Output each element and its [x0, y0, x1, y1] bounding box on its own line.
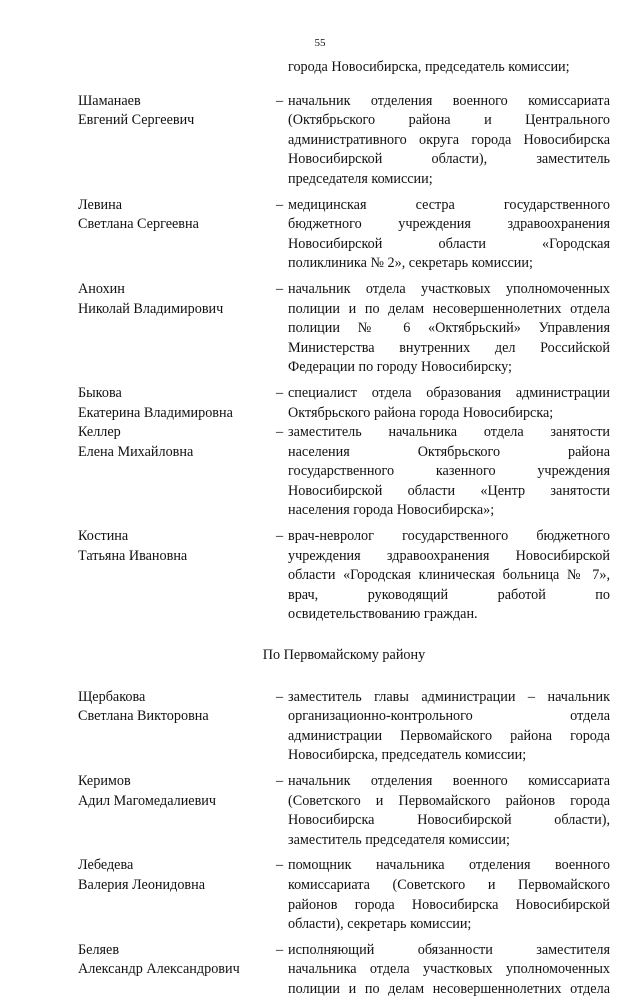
- member-given-names: Валерия Леонидовна: [78, 876, 206, 893]
- member-given-names: Татьяна Ивановна: [78, 547, 188, 564]
- member-given-names: Екатерина Владимировна: [78, 404, 233, 421]
- member-position: [288, 941, 610, 1000]
- position-line: Новосибирской области «Городская: [288, 235, 610, 252]
- member-surname: Керимов: [78, 773, 131, 789]
- position-line: населения города Новосибирска»;: [288, 502, 495, 519]
- member-name: [78, 856, 276, 895]
- member-surname: Лебедева: [78, 857, 134, 874]
- position-line: освидетельствованию граждан.: [288, 606, 478, 623]
- dash-separator: –: [276, 424, 284, 441]
- member-position: [288, 384, 610, 423]
- member-name: [78, 196, 276, 235]
- position-line: бюджетного учреждения здравоохранения: [288, 216, 610, 233]
- position-line: заместитель главы администрации – начальник: [288, 688, 610, 705]
- member-entry: [78, 772, 610, 850]
- member-surname: Анохин: [78, 280, 125, 297]
- position-line: врач-невролог государственного бюджетного: [288, 528, 610, 545]
- member-position: [288, 196, 610, 274]
- member-position: [288, 856, 610, 934]
- member-name: [78, 772, 276, 811]
- member-name: [78, 423, 276, 462]
- member-entry: [78, 280, 610, 378]
- dash-separator: –: [276, 196, 284, 213]
- position-line: поликлиника № 2», секретарь комиссии;: [288, 255, 533, 272]
- position-line: Федерации по городу Новосибирску;: [288, 359, 512, 376]
- member-surname: Беляев: [78, 941, 120, 958]
- member-surname: Щербакова: [78, 688, 146, 705]
- member-given-names: Николай Владимирович: [78, 300, 224, 317]
- continuation-line: [78, 58, 610, 78]
- member-entry: [78, 196, 610, 274]
- position-line: помощник начальника отделения военного: [288, 857, 610, 874]
- position-line: комиссариата (Советского и Первомайского: [288, 876, 610, 893]
- member-entry: [78, 688, 610, 766]
- dash-separator: –: [276, 941, 284, 958]
- position-line: начальник отдела участковых уполномоченных: [288, 280, 610, 297]
- member-entry: [78, 423, 610, 521]
- position-line: административного округа города Новосибирска: [288, 131, 610, 148]
- member-position: [288, 772, 610, 850]
- position-line: учреждения здравоохранения Новосибирской: [288, 547, 610, 564]
- dash-separator: –: [276, 280, 284, 297]
- member-name: [78, 280, 276, 319]
- dash-separator: –: [276, 92, 284, 109]
- position-line: Новосибирской области «Центр занятости: [288, 482, 610, 499]
- member-surname: Шаманаев: [78, 92, 141, 109]
- dash-separator: –: [276, 528, 284, 545]
- member-name: [78, 941, 276, 980]
- position-line: начальник отделения военного комиссариата: [288, 92, 610, 109]
- dash-separator: –: [276, 773, 284, 789]
- position-line: полиции и по делам несовершеннолетних отдела: [288, 300, 610, 317]
- position-line: начальник отделения военного комиссариата: [288, 773, 610, 789]
- member-entry: [78, 856, 610, 934]
- document-body: [78, 58, 610, 1000]
- position-line: специалист отдела образования администрации: [288, 384, 610, 401]
- dash-separator: –: [276, 857, 284, 874]
- position-line: населения Октябрьского района: [288, 443, 610, 460]
- member-given-names: Елена Михайловна: [78, 443, 194, 460]
- member-surname: Келлер: [78, 424, 121, 441]
- member-position: [288, 527, 610, 625]
- position-line: полиции и по делам несовершеннолетних отдела: [288, 980, 610, 997]
- position-line: Новосибирска, председатель комиссии;: [288, 747, 527, 764]
- position-line: государственного казенного учреждения: [288, 463, 610, 480]
- position-line: районов города Новосибирска Новосибирской: [288, 896, 610, 913]
- dash-separator: –: [276, 384, 284, 401]
- position-line: организационно-контрольного отдела: [288, 708, 610, 725]
- continuation-text: города Новосибирска, председатель комиссии;: [288, 59, 570, 75]
- commission-list-october: [78, 92, 610, 625]
- page-number: 55: [314, 37, 326, 49]
- member-name: [78, 527, 276, 566]
- position-line: врач, руководящий работой по: [288, 586, 610, 603]
- position-line: области), секретарь комиссии;: [288, 916, 472, 933]
- position-line: Октябрьского района города Новосибирска;: [288, 404, 554, 421]
- position-line: медицинская сестра государственного: [288, 196, 610, 213]
- position-line: Новосибирска Новосибирской области),: [288, 812, 610, 829]
- position-line: начальника отдела участковых уполномоченных: [288, 961, 610, 978]
- member-given-names: Адил Магомедалиевич: [78, 792, 217, 809]
- member-entry: [78, 941, 610, 1000]
- member-surname: Быкова: [78, 384, 122, 401]
- member-entry: [78, 527, 610, 625]
- member-entry: [78, 92, 610, 190]
- position-line: исполняющий обязанности заместителя: [288, 941, 610, 958]
- member-position: [288, 423, 610, 521]
- member-given-names: Евгений Сергеевич: [78, 112, 195, 129]
- position-line: председателя комиссии;: [288, 170, 433, 187]
- member-given-names: Светлана Сергеевна: [78, 216, 199, 233]
- member-given-names: Александр Александрович: [78, 961, 240, 978]
- member-given-names: Светлана Викторовна: [78, 708, 209, 725]
- member-surname: Левина: [78, 196, 123, 213]
- position-line: области «Городская клиническая больница № 7»,: [288, 567, 610, 584]
- member-name: [78, 384, 276, 423]
- position-line: заместитель председателя комиссии;: [288, 831, 510, 848]
- member-entry: [78, 384, 610, 423]
- member-position: [288, 92, 610, 190]
- position-line: (Советского и Первомайского районов города: [288, 792, 610, 809]
- member-name: [78, 688, 276, 727]
- member-position: [288, 688, 610, 766]
- section-heading: По Первомайскому району: [262, 647, 426, 664]
- dash-separator: –: [276, 688, 284, 705]
- position-line: Министерства внутренних дел Российской: [288, 339, 610, 356]
- position-line: (Октябрьского района и Центрального: [288, 112, 610, 129]
- member-name: [78, 92, 276, 131]
- member-position: [288, 280, 610, 378]
- position-line: заместитель начальника отдела занятости: [288, 424, 610, 441]
- position-line: полиции № 6 «Октябрьский» Управления: [288, 320, 610, 337]
- position-line: Новосибирской области), заместитель: [288, 151, 610, 168]
- commission-list-pervomaisky: [78, 688, 610, 1000]
- position-line: администрации Первомайского района города: [288, 727, 610, 744]
- member-surname: Костина: [78, 528, 129, 545]
